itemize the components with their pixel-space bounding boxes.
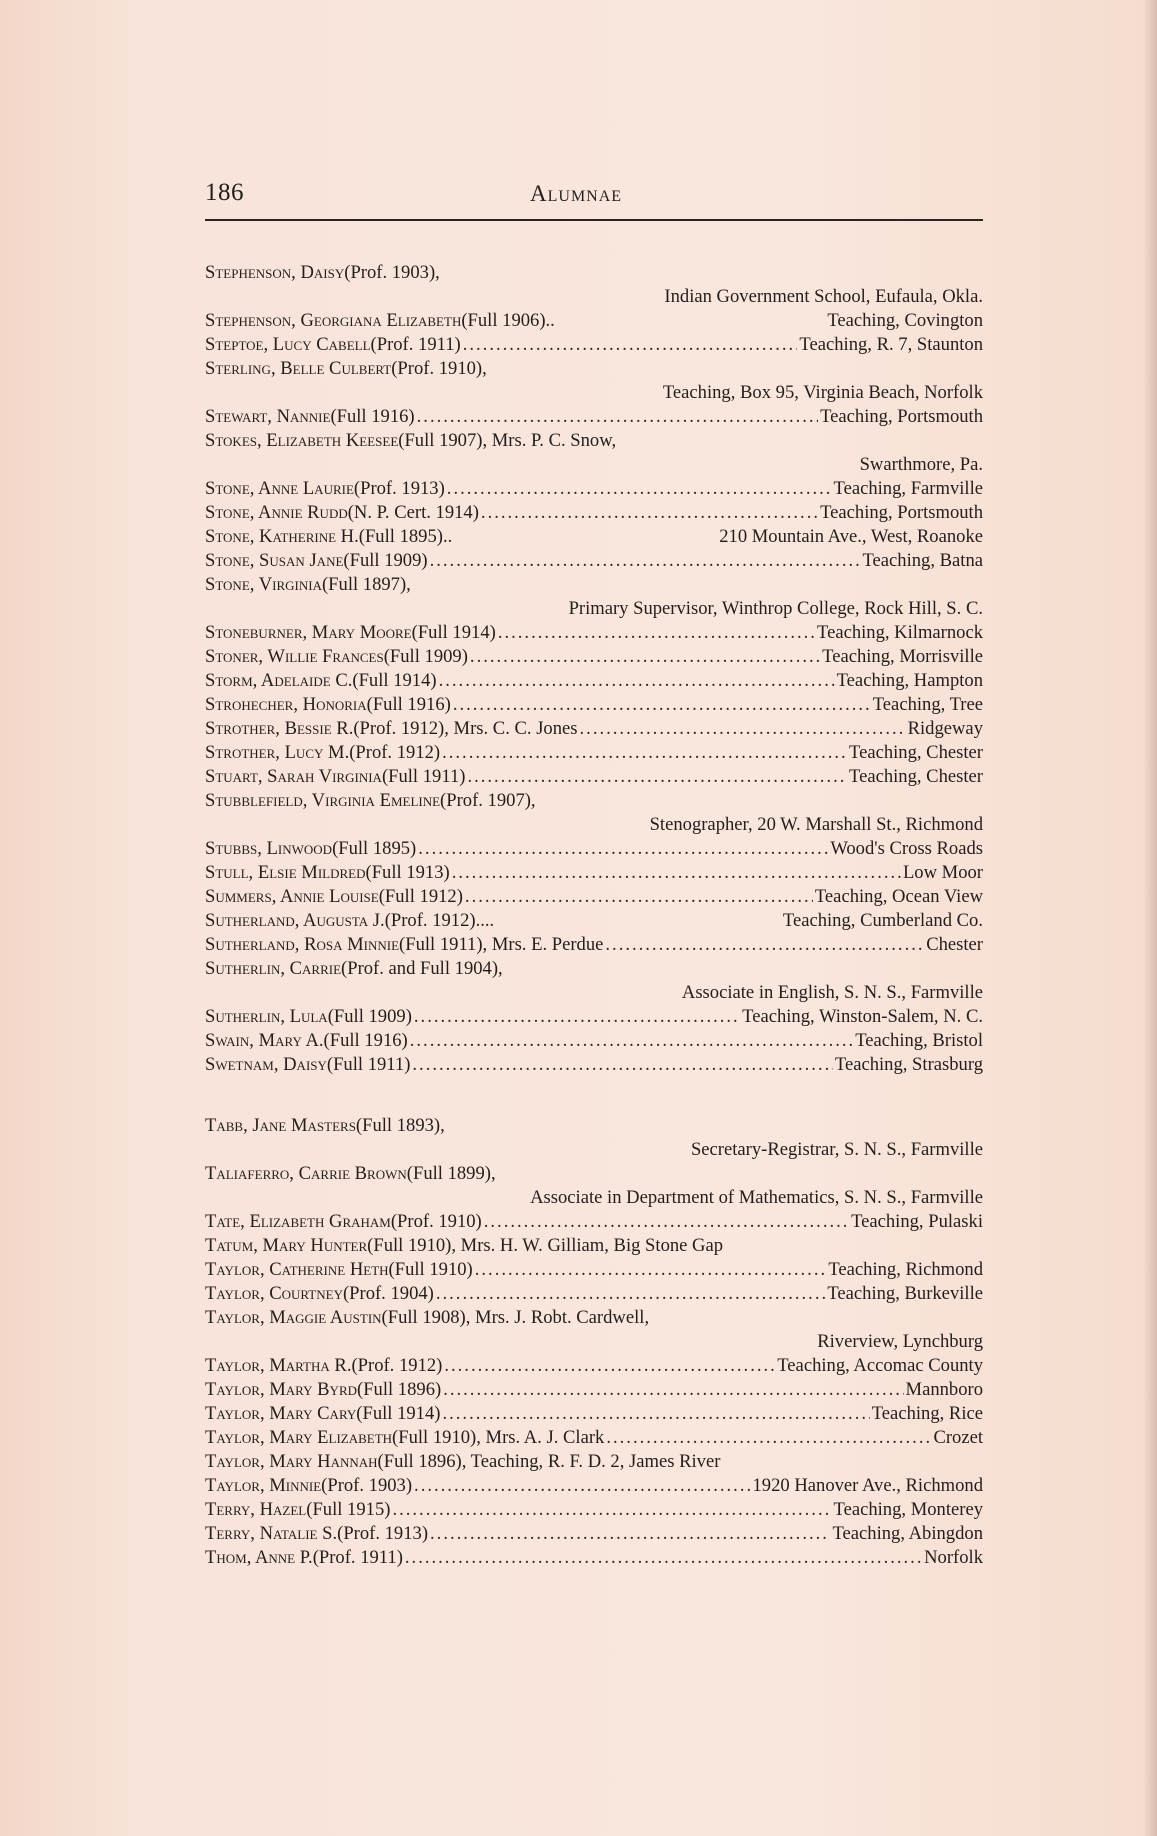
dot-leader — [417, 405, 818, 429]
alumna-name: Stone, Annie Rudd — [205, 502, 348, 523]
dot-leader — [410, 1029, 853, 1053]
alumna-name: Swetnam, Daisy — [205, 1054, 327, 1075]
entry-details: (Prof. 1913) — [337, 1523, 429, 1544]
entry-continuation: Primary Supervisor, Winthrop College, Rock Hill, S. C. — [568, 598, 983, 619]
entry-occupation: Ridgeway — [907, 718, 983, 739]
dot-leader — [580, 717, 906, 741]
entry-line — [205, 405, 983, 429]
entry-details: (Prof. 1912) — [351, 1355, 443, 1376]
alumnae-directory — [205, 261, 983, 1570]
entry-line — [205, 429, 983, 453]
running-title: Alumnae — [530, 181, 623, 206]
alumna-entry — [205, 1306, 983, 1354]
entry-line — [205, 1378, 983, 1402]
alumna-name: Tabb, Jane Masters — [205, 1115, 356, 1136]
directory-section — [205, 1114, 983, 1570]
alumna-name: Taylor, Mary Hannah — [205, 1451, 378, 1472]
alumna-name: Thom, Anne P. — [205, 1547, 313, 1568]
entry-occupation: Teaching, Monterey — [833, 1499, 983, 1520]
entry-continuation: Associate in English, S. N. S., Farmville — [681, 982, 983, 1003]
alumna-name: Stone, Virginia — [205, 574, 322, 595]
entry-details: (Full 1913) — [365, 862, 450, 883]
alumna-entry — [205, 645, 983, 669]
entry-line — [205, 885, 983, 909]
entry-occupation: Teaching, Portsmouth — [820, 406, 983, 427]
alumna-entry — [205, 885, 983, 909]
dot-leader — [465, 885, 813, 909]
alumna-entry — [205, 309, 983, 333]
entry-occupation: Teaching, Bristol — [855, 1030, 983, 1051]
entry-occupation: Teaching, Chester — [849, 742, 983, 763]
alumna-name: Sutherland, Augusta J. — [205, 910, 385, 931]
entry-continuation: Stenographer, 20 W. Marshall St., Richmond — [649, 814, 983, 835]
entry-occupation: Mannboro — [905, 1379, 983, 1400]
entry-line — [205, 477, 983, 501]
alumna-entry — [205, 573, 983, 621]
dot-leader — [475, 1258, 827, 1282]
alumna-name: Strohecher, Honoria — [205, 694, 367, 715]
dot-leader — [452, 861, 901, 885]
entry-line — [205, 357, 983, 381]
entry-line — [205, 957, 983, 981]
entry-line — [205, 525, 983, 549]
alumna-entry — [205, 1053, 983, 1077]
entry-occupation: Teaching, Abingdon — [832, 1523, 983, 1544]
alumna-name: Stoneburner, Mary Moore — [205, 622, 412, 643]
entry-details: (Full 1896) — [357, 1379, 442, 1400]
entry-occupation: Chester — [926, 934, 983, 955]
dot-leader — [436, 1282, 825, 1306]
dot-leader — [453, 693, 871, 717]
entry-occupation: Teaching, Accomac County — [777, 1355, 983, 1376]
alumna-entry — [205, 933, 983, 957]
entry-details: (Full 1895) — [332, 838, 417, 859]
alumna-name: Stone, Anne Laurie — [205, 478, 354, 499]
entry-details: (Full 1908), Mrs. J. Robt. Cardwell, — [381, 1307, 650, 1328]
entry-occupation: Teaching, Tree — [872, 694, 983, 715]
alumna-name: Steptoe, Lucy Cabell — [205, 334, 371, 355]
dot-leader — [392, 1498, 831, 1522]
alumna-name: Taliaferro, Carrie Brown — [205, 1163, 407, 1184]
entry-line — [205, 1402, 983, 1426]
dot-leader — [412, 1053, 833, 1077]
entry-line — [205, 837, 983, 861]
dot-leader — [605, 933, 924, 957]
dot-leader — [430, 1522, 830, 1546]
entry-details: (Full 1909) — [343, 550, 428, 571]
dot-leader — [467, 765, 847, 789]
alumna-entry — [205, 1029, 983, 1053]
alumna-entry — [205, 1450, 983, 1474]
entry-line — [205, 909, 983, 933]
dot-leader — [414, 1005, 740, 1029]
alumna-entry — [205, 765, 983, 789]
entry-line — [205, 1005, 983, 1029]
entry-details: (Full 1893), — [355, 1115, 445, 1136]
entry-occupation: Teaching, Morrisville — [822, 646, 983, 667]
entry-occupation: Teaching, Richmond — [828, 1259, 983, 1280]
entry-line — [205, 573, 983, 597]
entry-details: (Prof. 1907), — [440, 790, 536, 811]
entry-details: (Full 1895).. — [358, 526, 453, 547]
alumna-entry — [205, 1426, 983, 1450]
entry-details: (Prof. 1912) — [349, 742, 441, 763]
dot-leader — [447, 477, 832, 501]
alumna-entry — [205, 621, 983, 645]
entry-line — [205, 1029, 983, 1053]
alumna-entry — [205, 1498, 983, 1522]
entry-details: (Full 1916) — [366, 694, 451, 715]
entry-details: (Full 1911), Mrs. E. Perdue — [399, 934, 604, 955]
alumna-entry — [205, 861, 983, 885]
entry-line — [205, 693, 983, 717]
entry-line — [205, 645, 983, 669]
entry-occupation: 210 Mountain Ave., West, Roanoke — [719, 526, 983, 547]
entry-line — [205, 1210, 983, 1234]
entry-details: (Prof. and Full 1904), — [341, 958, 503, 979]
entry-line — [205, 333, 983, 357]
alumna-name: Sutherlin, Lula — [205, 1006, 328, 1027]
alumna-name: Taylor, Courtney — [205, 1283, 343, 1304]
entry-line — [205, 1450, 983, 1474]
entry-line — [205, 1426, 983, 1450]
entry-line — [205, 1258, 983, 1282]
entry-line — [205, 261, 983, 285]
entry-line — [205, 717, 983, 741]
entry-line — [205, 1546, 983, 1570]
entry-occupation: Teaching, Hampton — [836, 670, 983, 691]
entry-occupation: Low Moor — [902, 862, 983, 883]
entry-occupation: Teaching, Strasburg — [834, 1054, 983, 1075]
entry-occupation: Teaching, Ocean View — [814, 886, 983, 907]
alumna-entry — [205, 477, 983, 501]
alumna-name: Tatum, Mary Hunter — [205, 1235, 368, 1256]
entry-line — [205, 1282, 983, 1306]
entry-details: (Full 1909) — [327, 1006, 412, 1027]
alumna-name: Terry, Hazel — [205, 1499, 307, 1520]
alumna-entry — [205, 1234, 983, 1258]
dot-leader — [430, 549, 861, 573]
entry-continuation: Indian Government School, Eufaula, Okla. — [664, 286, 983, 307]
entry-details: (Prof. 1911) — [370, 334, 461, 355]
entry-line — [205, 765, 983, 789]
alumna-name: Sutherlin, Carrie — [205, 958, 342, 979]
alumna-name: Taylor, Minnie — [205, 1475, 322, 1496]
entry-line — [205, 741, 983, 765]
page-edge-shadow — [1143, 0, 1157, 1836]
alumna-entry — [205, 1402, 983, 1426]
entry-occupation: Teaching, Rice — [871, 1403, 983, 1424]
entry-line — [205, 1498, 983, 1522]
entry-line — [205, 789, 983, 813]
entry-occupation: Teaching, Kilmarnock — [817, 622, 983, 643]
entry-details: (Full 1907), Mrs. P. C. Snow, — [398, 430, 617, 451]
entry-details: (Full 1896), Teaching, R. F. D. 2, James River — [377, 1451, 721, 1472]
entry-details: (Prof. 1904) — [342, 1283, 434, 1304]
entry-details: (Full 1916) — [323, 1030, 408, 1051]
entry-details: (Prof. 1911) — [312, 1547, 403, 1568]
entry-details: (Prof. 1912), Mrs. C. C. Jones — [353, 718, 578, 739]
alumna-name: Stubbs, Linwood — [205, 838, 333, 859]
entry-line — [205, 549, 983, 573]
alumna-name: Taylor, Maggie Austin — [205, 1307, 382, 1328]
page-header — [205, 175, 983, 221]
entry-details: (N. P. Cert. 1914) — [347, 502, 479, 523]
alumna-name: Stone, Susan Jane — [205, 550, 344, 571]
dot-leader — [606, 1426, 931, 1450]
entry-details: (Full 1899), — [406, 1163, 496, 1184]
entry-occupation: Teaching, Cumberland Co. — [782, 910, 983, 931]
alumna-entry — [205, 405, 983, 429]
alumna-name: Taylor, Mary Cary — [205, 1403, 357, 1424]
dot-leader — [443, 1378, 903, 1402]
alumna-entry — [205, 549, 983, 573]
entry-occupation: Teaching, Batna — [862, 550, 983, 571]
alumna-entry — [205, 333, 983, 357]
entry-details: (Full 1915) — [306, 1499, 391, 1520]
alumna-entry — [205, 1005, 983, 1029]
dot-leader — [463, 333, 798, 357]
alumna-name: Summers, Annie Louise — [205, 886, 379, 907]
entry-occupation: Teaching, Portsmouth — [820, 502, 983, 523]
alumna-name: Stubblefield, Virginia Emeline — [205, 790, 441, 811]
entry-line — [205, 1053, 983, 1077]
dot-leader — [444, 1354, 775, 1378]
dot-leader — [484, 1210, 849, 1234]
entry-details: (Prof. 1910) — [390, 1211, 482, 1232]
entry-occupation: Teaching, Chester — [849, 766, 983, 787]
alumna-entry — [205, 717, 983, 741]
alumna-name: Stokes, Elizabeth Keesee — [205, 430, 399, 451]
alumna-name: Storm, Adelaide C. — [205, 670, 353, 691]
alumna-entry — [205, 1522, 983, 1546]
alumna-name: Strother, Bessie R. — [205, 718, 354, 739]
alumna-entry — [205, 1282, 983, 1306]
alumna-name: Stoner, Willie Frances — [205, 646, 384, 667]
entry-line — [205, 1114, 983, 1138]
entry-details: (Full 1910) — [388, 1259, 473, 1280]
alumna-entry — [205, 789, 983, 837]
entry-continuation: Riverview, Lynchburg — [817, 1331, 983, 1352]
entry-details: (Full 1916) — [330, 406, 415, 427]
alumna-name: Taylor, Mary Elizabeth — [205, 1427, 393, 1448]
alumna-name: Terry, Natalie S. — [205, 1523, 338, 1544]
alumna-entry — [205, 1210, 983, 1234]
entry-line — [205, 1306, 983, 1330]
entry-details: (Full 1897), — [321, 574, 411, 595]
entry-details: (Full 1911) — [326, 1054, 411, 1075]
entry-line — [205, 1354, 983, 1378]
alumna-name: Sterling, Belle Culbert — [205, 358, 392, 379]
entry-details: (Full 1912) — [378, 886, 463, 907]
entry-details: (Full 1910), Mrs. A. J. Clark — [392, 1427, 605, 1448]
alumna-name: Taylor, Martha R. — [205, 1355, 352, 1376]
entry-details: (Full 1909) — [383, 646, 468, 667]
entry-continuation: Secretary-Registrar, S. N. S., Farmville — [690, 1139, 983, 1160]
dot-leader — [481, 501, 818, 525]
alumna-entry — [205, 357, 983, 405]
alumna-name: Taylor, Mary Byrd — [205, 1379, 357, 1400]
alumna-entry — [205, 429, 983, 477]
alumna-entry — [205, 741, 983, 765]
alumna-name: Taylor, Catherine Heth — [205, 1259, 389, 1280]
entry-details: (Prof. 1910), — [391, 358, 487, 379]
alumna-name: Tate, Elizabeth Graham — [205, 1211, 391, 1232]
entry-occupation: Teaching, Covington — [827, 310, 983, 331]
entry-details: (Prof. 1903), — [344, 262, 440, 283]
dot-leader — [442, 1402, 869, 1426]
entry-line — [205, 1522, 983, 1546]
alumna-name: Stephenson, Daisy — [205, 262, 345, 283]
entry-line — [205, 1162, 983, 1186]
entry-details: (Full 1911) — [381, 766, 466, 787]
entry-line — [205, 1474, 983, 1498]
entry-occupation: Teaching, R. 7, Staunton — [799, 334, 983, 355]
entry-line — [205, 933, 983, 957]
dot-leader — [498, 621, 815, 645]
entry-details: (Prof. 1912).... — [384, 910, 495, 931]
entry-line — [205, 1234, 983, 1258]
page-number: 186 — [205, 179, 244, 206]
alumna-name: Stuart, Sarah Virginia — [205, 766, 382, 787]
alumna-name: Strother, Lucy M. — [205, 742, 350, 763]
alumna-entry — [205, 669, 983, 693]
entry-occupation: Teaching, Pulaski — [851, 1211, 983, 1232]
dot-leader — [470, 645, 820, 669]
section-gap — [205, 1077, 983, 1114]
entry-details: (Prof. 1913) — [353, 478, 445, 499]
alumna-entry — [205, 1114, 983, 1162]
entry-details: (Full 1914) — [411, 622, 496, 643]
directory-section — [205, 261, 983, 1077]
entry-details: (Full 1910), Mrs. H. W. Gilliam, Big Stone Gap — [367, 1235, 724, 1256]
entry-details: (Full 1914) — [356, 1403, 441, 1424]
alumna-entry — [205, 525, 983, 549]
alumna-name: Stone, Katherine H. — [205, 526, 359, 547]
entry-occupation: 1920 Hanover Ave., Richmond — [752, 1475, 983, 1496]
entry-occupation: Crozet — [933, 1427, 983, 1448]
alumna-entry — [205, 1354, 983, 1378]
entry-continuation: Teaching, Box 95, Virginia Beach, Norfolk — [662, 382, 983, 403]
entry-line — [205, 309, 983, 333]
entry-occupation: Teaching, Burkeville — [827, 1283, 983, 1304]
entry-occupation: Teaching, Winston-Salem, N. C. — [742, 1006, 983, 1027]
entry-details: (Prof. 1903) — [321, 1475, 413, 1496]
dot-leader — [442, 741, 847, 765]
alumna-name: Stull, Elsie Mildred — [205, 862, 366, 883]
entry-occupation: Wood's Cross Roads — [830, 838, 983, 859]
alumna-name: Swain, Mary A. — [205, 1030, 324, 1051]
dot-leader — [405, 1546, 922, 1570]
alumna-name: Stewart, Nannie — [205, 406, 331, 427]
alumna-entry — [205, 1546, 983, 1570]
alumna-entry — [205, 261, 983, 309]
entry-continuation: Associate in Department of Mathematics, S. N. S., Farmville — [530, 1187, 983, 1208]
entry-details: (Full 1914) — [352, 670, 437, 691]
entry-details: (Full 1906).. — [461, 310, 555, 331]
alumna-entry — [205, 1258, 983, 1282]
entry-occupation: Teaching, Farmville — [833, 478, 983, 499]
entry-line — [205, 501, 983, 525]
dot-leader — [418, 837, 828, 861]
alumna-entry — [205, 1162, 983, 1210]
entry-line — [205, 669, 983, 693]
entry-continuation: Swarthmore, Pa. — [859, 454, 983, 475]
alumna-entry — [205, 957, 983, 1005]
entry-line — [205, 861, 983, 885]
alumna-entry — [205, 909, 983, 933]
entry-occupation: Norfolk — [924, 1547, 983, 1568]
alumna-entry — [205, 837, 983, 861]
entry-line — [205, 621, 983, 645]
alumna-entry — [205, 1474, 983, 1498]
alumna-name: Stephenson, Georgiana Elizabeth — [205, 310, 462, 331]
dot-leader — [439, 669, 835, 693]
alumna-entry — [205, 501, 983, 525]
dot-leader — [414, 1474, 750, 1498]
alumna-entry — [205, 693, 983, 717]
alumna-name: Sutherland, Rosa Minnie — [205, 934, 400, 955]
alumna-entry — [205, 1378, 983, 1402]
